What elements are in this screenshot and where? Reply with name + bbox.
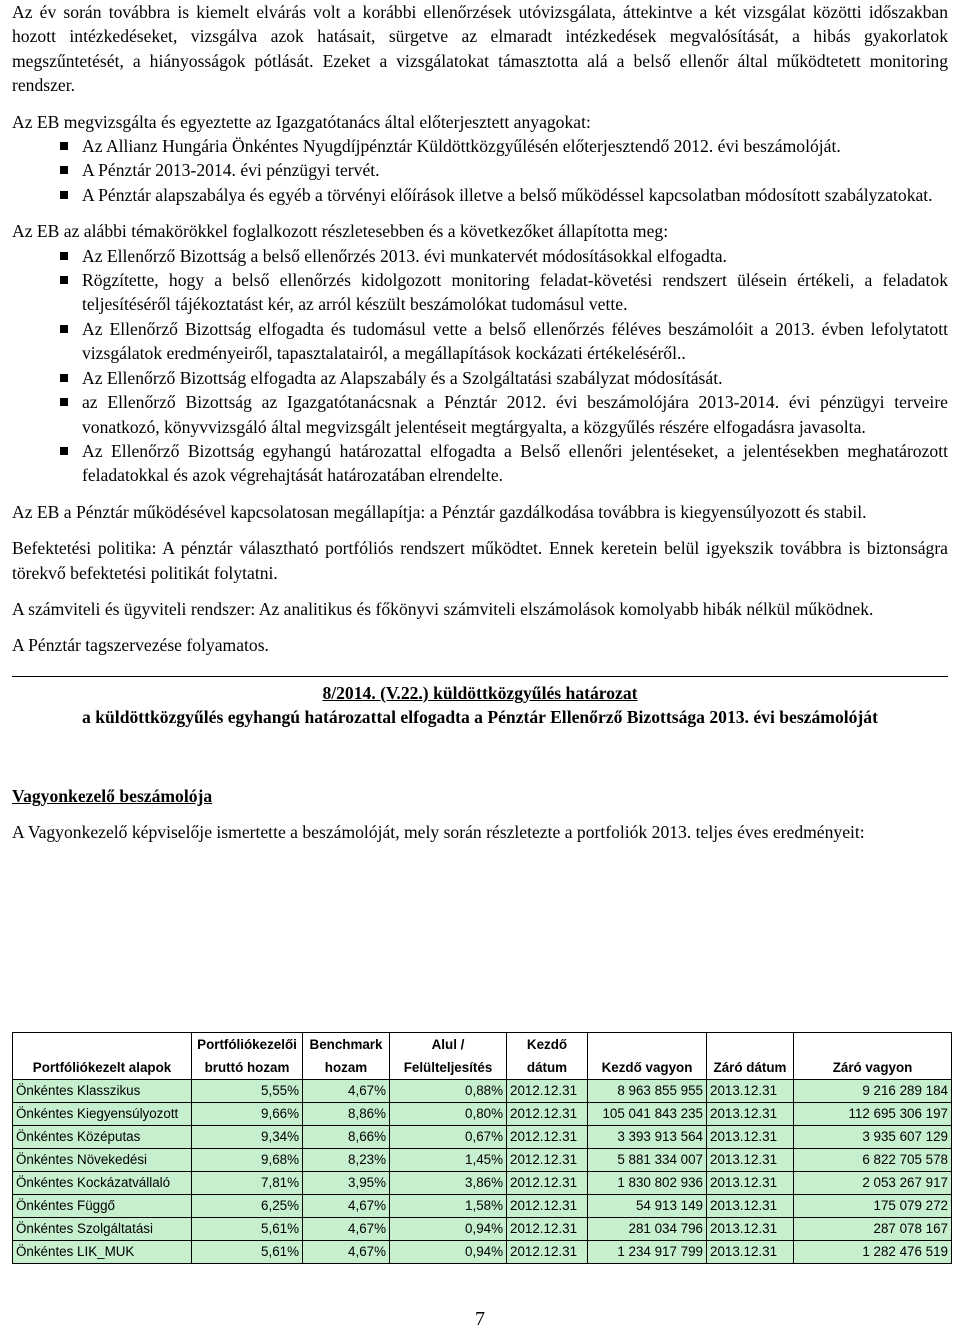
reviewed-materials-list [12,134,948,207]
column-header-gross-return: Portfóliókezelői bruttó hozam [192,1033,303,1080]
cell-benchmark: 4,67% [303,1195,390,1218]
cell-gross-return: 5,61% [192,1241,303,1264]
cell-performance: 1,58% [390,1195,507,1218]
cell-start-date: 2012.12.31 [507,1172,588,1195]
square-bullet-icon [60,252,68,260]
cell-fund: Önkéntes Kockázatvállaló [13,1172,192,1195]
cell-start-assets: 5 881 334 007 [588,1149,707,1172]
square-bullet-icon [60,276,68,284]
cell-performance: 0,88% [390,1080,507,1103]
table-row [13,1103,952,1126]
square-bullet-icon [60,191,68,199]
table-row [13,1218,952,1241]
list-item: Rögzítette, hogy a belső ellenőrzés kidolgozott monitoring feladat-követési rendszert ülésein értékeli, a feladatok teljesítéséről tájékoztatást kér, az arról készült beszámolókat tudomásul vette. [12,268,948,317]
cell-end-date: 2013.12.31 [707,1080,794,1103]
cell-end-assets: 1 282 476 519 [794,1241,952,1264]
cell-fund: Önkéntes LIK_MUK [13,1241,192,1264]
paragraph-eb-reviewed: Az EB megvizsgálta és egyeztette az Igazgatótanács által előterjesztett anyagokat: [12,111,591,132]
cell-start-date: 2012.12.31 [507,1241,588,1264]
cell-end-assets: 287 078 167 [794,1218,952,1241]
column-header-benchmark: Benchmark hozam [303,1033,390,1080]
paragraph-investment-policy: Befektetési politika: A pénztár választható portfóliós rendszert működtet. Ennek keretein belül igyekszik továbbra is biztonságra törekvő befektetési politikát folytatni. [12,538,948,583]
cell-end-date: 2013.12.31 [707,1241,794,1264]
square-bullet-icon [60,398,68,406]
square-bullet-icon [60,447,68,455]
cell-end-date: 2013.12.31 [707,1126,794,1149]
portfolio-table [12,1032,952,1264]
table-row [13,1195,952,1218]
cell-start-assets: 54 913 149 [588,1195,707,1218]
document-page [12,0,948,844]
table-row [13,1126,952,1149]
cell-start-date: 2012.12.31 [507,1126,588,1149]
cell-gross-return: 9,66% [192,1103,303,1126]
column-header-end-assets: Záró vagyon [794,1033,952,1080]
cell-gross-return: 9,34% [192,1126,303,1149]
cell-end-date: 2013.12.31 [707,1172,794,1195]
column-header-start-date: Kezdő dátum [507,1033,588,1080]
cell-end-assets: 3 935 607 129 [794,1126,952,1149]
cell-start-date: 2012.12.31 [507,1103,588,1126]
cell-end-assets: 2 053 267 917 [794,1172,952,1195]
square-bullet-icon [60,142,68,150]
cell-gross-return: 5,61% [192,1218,303,1241]
cell-fund: Önkéntes Függő [13,1195,192,1218]
cell-end-date: 2013.12.31 [707,1149,794,1172]
cell-end-date: 2013.12.31 [707,1218,794,1241]
resolution-box [12,676,948,730]
table-body [13,1080,952,1264]
cell-fund: Önkéntes Szolgáltatási [13,1218,192,1241]
resolution-text: a küldöttközgyűlés egyhangú határozattal elfogadta a Pénztár Ellenőrző Bizottsága 2013. évi beszámolóját [82,707,878,728]
cell-end-assets: 112 695 306 197 [794,1103,952,1126]
list-item: az Ellenőrző Bizottság az Igazgatótanácsnak a Pénztár 2012. évi beszámolójára 2013-2014. évi pénzügyi terveire vonatkozó, könyvvizsgáló által megvizsgált jelentéseit megtárgyalta, a közgyűlés részére elfogadásra javasolta. [12,390,948,439]
list-item: Az Ellenőrző Bizottság a belső ellenőrzés 2013. évi munkatervét módosításokkal elfogadta. [12,244,948,268]
table-row [13,1241,952,1264]
table-header-row [13,1033,952,1080]
cell-performance: 0,80% [390,1103,507,1126]
cell-benchmark: 3,95% [303,1172,390,1195]
cell-gross-return: 6,25% [192,1195,303,1218]
page-number: 7 [475,1308,485,1330]
cell-end-assets: 175 079 272 [794,1195,952,1218]
cell-performance: 0,94% [390,1241,507,1264]
list-item: A Pénztár alapszabálya és egyéb a törvényi előírások illetve a belső működéssel kapcsolatban módosított szabályzatokat. [12,183,948,207]
cell-benchmark: 8,23% [303,1149,390,1172]
cell-end-assets: 6 822 705 578 [794,1149,952,1172]
cell-start-assets: 1 234 917 799 [588,1241,707,1264]
square-bullet-icon [60,166,68,174]
cell-fund: Önkéntes Növekedési [13,1149,192,1172]
cell-start-assets: 8 963 855 955 [588,1080,707,1103]
cell-benchmark: 4,67% [303,1241,390,1264]
cell-benchmark: 4,67% [303,1218,390,1241]
table-row [13,1080,952,1103]
table-row [13,1172,952,1195]
paragraph-asset-manager: A Vagyonkezelő képviselője ismertette a beszámolóját, mely során részletezte a portfoliók 2013. teljes éves eredményeit: [12,821,865,842]
section-title: Vagyonkezelő beszámolója [12,785,213,806]
square-bullet-icon [60,325,68,333]
list-item: Az Ellenőrző Bizottság elfogadta az Alapszabály és a Szolgáltatási szabályzat módosítását. [12,366,948,390]
cell-fund: Önkéntes Középutas [13,1126,192,1149]
cell-start-date: 2012.12.31 [507,1080,588,1103]
paragraph-membership: A Pénztár tagszervezése folyamatos. [12,635,269,656]
cell-end-date: 2013.12.31 [707,1195,794,1218]
list-item: Az Ellenőrző Bizottság egyhangú határozattal elfogadta a Belső ellenőri jelentéseket, a jelentésekben meghatározott feladatokkal és azok végrehajtását határozatában elrendelte. [12,439,948,488]
column-header-start-assets: Kezdő vagyon [588,1033,707,1080]
paragraph-eb-topics: Az EB az alábbi témakörökkel foglalkozott részletesebben és a következőket állapította meg: [12,221,669,242]
cell-start-date: 2012.12.31 [507,1218,588,1241]
cell-start-assets: 281 034 796 [588,1218,707,1241]
cell-benchmark: 4,67% [303,1080,390,1103]
resolution-number: 8/2014. (V.22.) küldöttközgyűlés határozat [322,682,638,703]
cell-end-date: 2013.12.31 [707,1103,794,1126]
cell-benchmark: 8,86% [303,1103,390,1126]
cell-gross-return: 5,55% [192,1080,303,1103]
cell-start-date: 2012.12.31 [507,1149,588,1172]
cell-gross-return: 9,68% [192,1149,303,1172]
paragraph-accounting: A számviteli és ügyviteli rendszer: Az analitikus és főkönyvi számviteli elszámolások komolyabb hibák nélkül működnek. [12,598,874,619]
list-item: Az Allianz Hungária Önkéntes Nyugdíjpénztár Küldöttközgyűlésén előterjesztendő 2012. évi beszámolóját. [12,134,948,158]
column-header-fund: Portfóliókezelt alapok [13,1033,192,1080]
cell-start-date: 2012.12.31 [507,1195,588,1218]
cell-performance: 1,45% [390,1149,507,1172]
cell-fund: Önkéntes Kiegyensúlyozott [13,1103,192,1126]
column-header-performance: Alul / Felülteljesítés [390,1033,507,1080]
cell-performance: 0,94% [390,1218,507,1241]
table-row [13,1149,952,1172]
cell-end-assets: 9 216 289 184 [794,1080,952,1103]
list-item: Az Ellenőrző Bizottság elfogadta és tudomásul vette a belső ellenőrzés féléves beszámolóit a 2013. évben lefolytatott vizsgálatok eredményeiről, tapasztalatairól, a megállapítások kockázati értékeléséről.. [12,317,948,366]
paragraph-stability: Az EB a Pénztár működésével kapcsolatosan megállapítja: a Pénztár gazdálkodása továbbra is kiegyensúlyozott és stabil. [12,501,867,522]
cell-performance: 0,67% [390,1126,507,1149]
cell-fund: Önkéntes Klasszikus [13,1080,192,1103]
cell-start-assets: 1 830 802 936 [588,1172,707,1195]
findings-list [12,244,948,488]
cell-benchmark: 8,66% [303,1126,390,1149]
list-item: A Pénztár 2013-2014. évi pénzügyi tervét. [12,158,948,182]
paragraph-followup: Az év során továbbra is kiemelt elvárás volt a korábbi ellenőrzések utóvizsgálata, áttekintve a két vizsgálat közötti időszakban hozott intézkedéseket, vizsgálva azok hatásait, sürgetve az elmaradt intézkedések megvalósítását, a hibás gyakorlatok megszűntetését, a hiányosságok pótlását. Ezeket a vizsgálatokat támasztotta alá a belső ellenőr által működtetett monitoring rendszer. [12,2,948,96]
cell-start-assets: 105 041 843 235 [588,1103,707,1126]
cell-performance: 3,86% [390,1172,507,1195]
cell-start-assets: 3 393 913 564 [588,1126,707,1149]
column-header-end-date: Záró dátum [707,1033,794,1080]
square-bullet-icon [60,374,68,382]
cell-gross-return: 7,81% [192,1172,303,1195]
